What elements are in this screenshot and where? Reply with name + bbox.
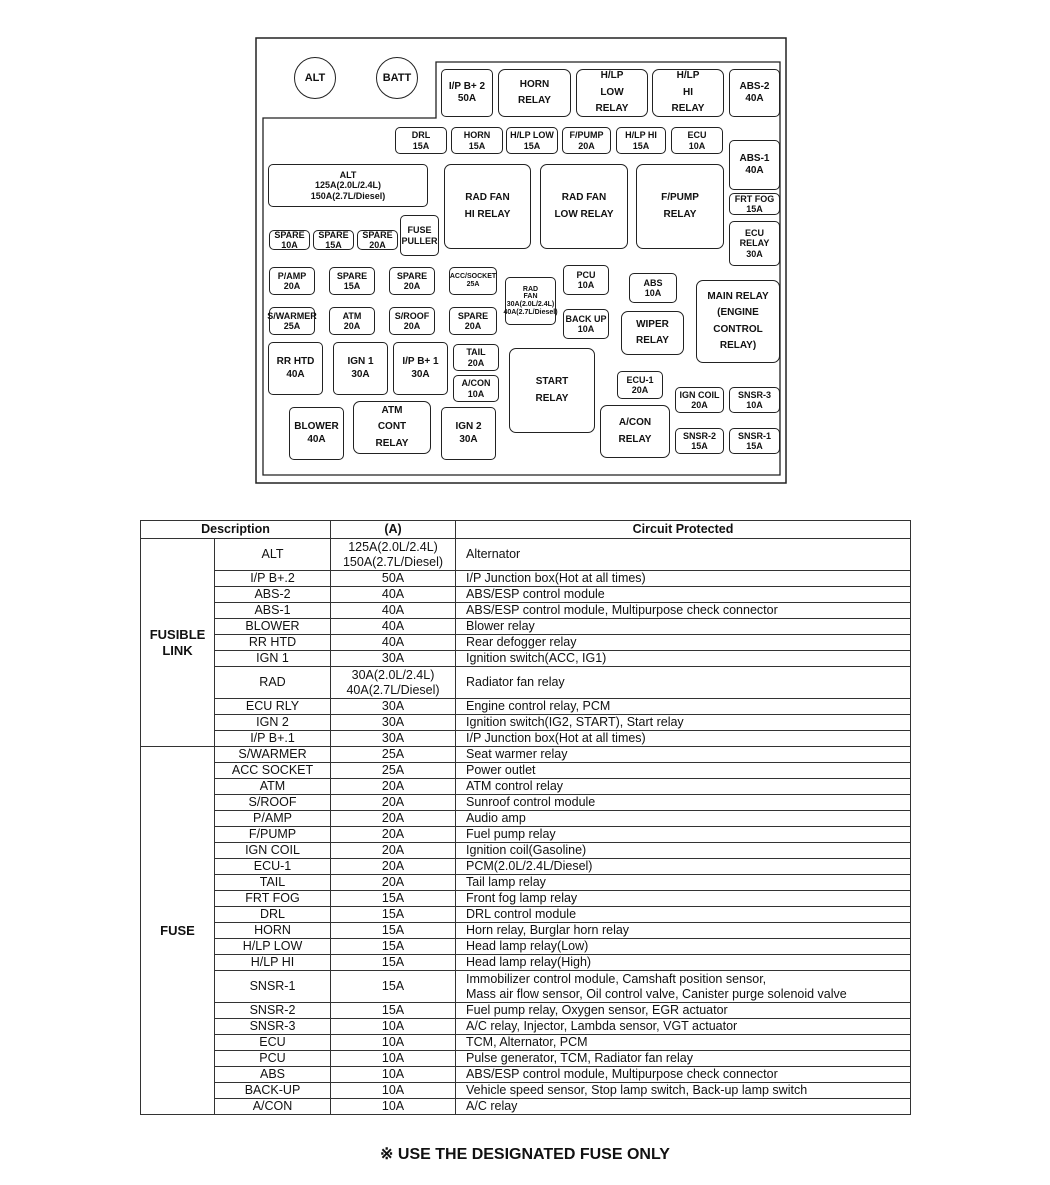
- cell-amperage: 10A: [331, 1083, 456, 1099]
- fuse-slot-sns3: SNSR-3 10A: [729, 387, 780, 413]
- table-row: [141, 571, 911, 587]
- fuse-slot-acon: A/CON 10A: [453, 375, 499, 402]
- cell-circuit: A/C relay: [456, 1099, 911, 1115]
- cell-circuit: A/C relay, Injector, Lambda sensor, VGT actuator: [456, 1019, 911, 1035]
- cell-description: RR HTD: [215, 635, 331, 651]
- fuse-slot-radfan-low-relay: RAD FAN LOW RELAY: [540, 164, 628, 249]
- cell-amperage: 40A: [331, 603, 456, 619]
- fuse-slot-ign-coil: IGN COIL 20A: [675, 387, 724, 413]
- fuse-slot-main-relay: MAIN RELAY (ENGINE CONTROL RELAY): [696, 280, 780, 363]
- group-label: FUSIBLE LINK: [141, 539, 215, 747]
- cell-amperage: 30A: [331, 651, 456, 667]
- cell-amperage: 30A: [331, 699, 456, 715]
- table-row: [141, 747, 911, 763]
- cell-circuit: PCM(2.0L/2.4L/Diesel): [456, 859, 911, 875]
- cell-description: S/WARMER: [215, 747, 331, 763]
- cell-circuit: Sunroof control module: [456, 795, 911, 811]
- cell-amperage: 15A: [331, 939, 456, 955]
- cell-description: F/PUMP: [215, 827, 331, 843]
- fuse-slot-spare15: SPARE 15A: [313, 230, 354, 250]
- table-row: [141, 875, 911, 891]
- cell-circuit: Tail lamp relay: [456, 875, 911, 891]
- fuse-slot-spare10: SPARE 10A: [269, 230, 310, 250]
- fuse-slot-rad-fan: RAD FAN 30A(2.0L/2.4L) 40A(2.7L/Diesel): [505, 277, 556, 325]
- cell-description: FRT FOG: [215, 891, 331, 907]
- cell-circuit: ABS/ESP control module: [456, 587, 911, 603]
- cell-circuit: Head lamp relay(High): [456, 955, 911, 971]
- fuse-slot-ign2: IGN 2 30A: [441, 407, 496, 460]
- fuse-slot-atm-cont-relay: ATM CONT RELAY: [353, 401, 431, 454]
- cell-amperage: 15A: [331, 955, 456, 971]
- cell-circuit: DRL control module: [456, 907, 911, 923]
- cell-circuit: Fuel pump relay: [456, 827, 911, 843]
- cell-circuit: Audio amp: [456, 811, 911, 827]
- table-row: [141, 715, 911, 731]
- group-label: FUSE: [141, 747, 215, 1115]
- cell-amperage: 15A: [331, 1003, 456, 1019]
- cell-amperage: 30A: [331, 731, 456, 747]
- cell-circuit: Alternator: [456, 539, 911, 571]
- cell-circuit: ATM control relay: [456, 779, 911, 795]
- table-row: [141, 779, 911, 795]
- cell-amperage: 40A: [331, 587, 456, 603]
- cell-description: BLOWER: [215, 619, 331, 635]
- cell-amperage: 20A: [331, 827, 456, 843]
- table-row: [141, 539, 911, 571]
- cell-circuit: ABS/ESP control module, Multipurpose check connector: [456, 603, 911, 619]
- fuse-slot-ecu: ECU 10A: [671, 127, 723, 154]
- fuse-slot-ecu1: ECU-1 20A: [617, 371, 663, 399]
- table-row: [141, 795, 911, 811]
- fuse-slot-fuse-puller: FUSE PULLER: [400, 215, 439, 256]
- cell-description: ECU-1: [215, 859, 331, 875]
- cell-amperage: 10A: [331, 1067, 456, 1083]
- table-row: [141, 667, 911, 699]
- fuse-slot-frt-fog: FRT FOG 15A: [729, 193, 780, 215]
- cell-description: ABS: [215, 1067, 331, 1083]
- fuse-slot-atm: ATM 20A: [329, 307, 375, 335]
- table-row: [141, 1019, 911, 1035]
- cell-description: IGN COIL: [215, 843, 331, 859]
- cell-description: IGN 2: [215, 715, 331, 731]
- fuse-slot-sns2: SNSR-2 15A: [675, 428, 724, 454]
- fuse-slot-backup: BACK UP 10A: [563, 309, 609, 339]
- fuse-slot-hlp-hi: H/LP HI 15A: [616, 127, 666, 154]
- cell-description: HORN: [215, 923, 331, 939]
- cell-amperage: 20A: [331, 859, 456, 875]
- cell-amperage: 20A: [331, 843, 456, 859]
- fuse-slot-ip-b2: I/P B+ 2 50A: [441, 69, 493, 117]
- table-row: [141, 619, 911, 635]
- batt-terminal: BATT: [376, 57, 418, 99]
- fuse-slot-blower: BLOWER 40A: [289, 407, 344, 460]
- fuse-slot-alt-link: ALT 125A(2.0L/2.4L) 150A(2.7L/Diesel): [268, 164, 428, 207]
- table-row: [141, 859, 911, 875]
- fuse-slot-hlp-hi-relay: H/LP HI RELAY: [652, 69, 724, 117]
- fuse-slot-spare15b: SPARE 15A: [329, 267, 375, 295]
- cell-amperage: 20A: [331, 811, 456, 827]
- cell-amperage: 30A(2.0L/2.4L) 40A(2.7L/Diesel): [331, 667, 456, 699]
- cell-description: I/P B+.2: [215, 571, 331, 587]
- cell-description: A/CON: [215, 1099, 331, 1115]
- table-row: [141, 891, 911, 907]
- cell-circuit: ABS/ESP control module, Multipurpose check connector: [456, 1067, 911, 1083]
- cell-amperage: 10A: [331, 1019, 456, 1035]
- cell-amperage: 10A: [331, 1099, 456, 1115]
- cell-description: SNSR-3: [215, 1019, 331, 1035]
- cell-description: ABS-2: [215, 587, 331, 603]
- table-row: [141, 731, 911, 747]
- table-row: [141, 939, 911, 955]
- cell-amperage: 25A: [331, 763, 456, 779]
- cell-circuit: Fuel pump relay, Oxygen sensor, EGR actuator: [456, 1003, 911, 1019]
- header-description: Description: [141, 521, 331, 539]
- fuse-table: [140, 520, 911, 1115]
- table-row: [141, 699, 911, 715]
- cell-circuit: Rear defogger relay: [456, 635, 911, 651]
- cell-description: ECU: [215, 1035, 331, 1051]
- cell-circuit: Vehicle speed sensor, Stop lamp switch, Back-up lamp switch: [456, 1083, 911, 1099]
- cell-amperage: 20A: [331, 779, 456, 795]
- cell-description: SNSR-2: [215, 1003, 331, 1019]
- cell-description: SNSR-1: [215, 971, 331, 1003]
- fuse-slot-hlp-low-relay: H/LP LOW RELAY: [576, 69, 648, 117]
- cell-description: I/P B+.1: [215, 731, 331, 747]
- cell-circuit: I/P Junction box(Hot at all times): [456, 571, 911, 587]
- cell-description: S/ROOF: [215, 795, 331, 811]
- fuse-slot-abs1: ABS-1 40A: [729, 140, 780, 190]
- fuse-slot-hlp-low: H/LP LOW 15A: [506, 127, 558, 154]
- table-row: [141, 971, 911, 1003]
- cell-circuit: Horn relay, Burglar horn relay: [456, 923, 911, 939]
- cell-circuit: Power outlet: [456, 763, 911, 779]
- table-row: [141, 907, 911, 923]
- cell-amperage: 50A: [331, 571, 456, 587]
- cell-amperage: 125A(2.0L/2.4L) 150A(2.7L/Diesel): [331, 539, 456, 571]
- cell-description: ECU RLY: [215, 699, 331, 715]
- table-row: [141, 843, 911, 859]
- cell-description: PCU: [215, 1051, 331, 1067]
- table-row: [141, 603, 911, 619]
- cell-circuit: Immobilizer control module, Camshaft position sensor, Mass air flow sensor, Oil control valve, Canister purge solenoid valve: [456, 971, 911, 1003]
- fuse-slot-swarmer: S/WARMER 25A: [269, 307, 315, 335]
- fuse-slot-pcu: PCU 10A: [563, 265, 609, 295]
- cell-description: BACK-UP: [215, 1083, 331, 1099]
- cell-description: ACC SOCKET: [215, 763, 331, 779]
- header-amperage: (A): [331, 521, 456, 539]
- cell-amperage: 10A: [331, 1035, 456, 1051]
- fuse-slot-spare20c: SPARE 20A: [449, 307, 497, 335]
- fuse-slot-pamp: P/AMP 20A: [269, 267, 315, 295]
- cell-description: RAD: [215, 667, 331, 699]
- fuse-slot-sns1: SNSR-1 15A: [729, 428, 780, 454]
- cell-circuit: TCM, Alternator, PCM: [456, 1035, 911, 1051]
- fuse-slot-acc-socket: ACC/SOCKET 25A: [449, 267, 497, 295]
- table-row: [141, 1067, 911, 1083]
- cell-amperage: 15A: [331, 923, 456, 939]
- fuse-slot-horn-relay: HORN RELAY: [498, 69, 571, 117]
- cell-amperage: 20A: [331, 875, 456, 891]
- fuse-slot-abs: ABS 10A: [629, 273, 677, 303]
- header-circuit: Circuit Protected: [456, 521, 911, 539]
- fuse-slot-spare20b: SPARE 20A: [389, 267, 435, 295]
- table-row: [141, 1003, 911, 1019]
- cell-description: ABS-1: [215, 603, 331, 619]
- cell-description: H/LP HI: [215, 955, 331, 971]
- fuse-slot-fpump: F/PUMP 20A: [562, 127, 611, 154]
- cell-amperage: 15A: [331, 891, 456, 907]
- fuse-slot-sroof: S/ROOF 20A: [389, 307, 435, 335]
- cell-amperage: 30A: [331, 715, 456, 731]
- cell-amperage: 40A: [331, 635, 456, 651]
- fuse-slot-rr-htd: RR HTD 40A: [268, 342, 323, 395]
- table-row: [141, 923, 911, 939]
- cell-description: ATM: [215, 779, 331, 795]
- fuse-slot-abs2: ABS-2 40A: [729, 69, 780, 117]
- footer-note: ※ USE THE DESIGNATED FUSE ONLY: [380, 1146, 670, 1163]
- table-row: [141, 587, 911, 603]
- table-row: [141, 651, 911, 667]
- table-row: [141, 635, 911, 651]
- cell-amperage: 20A: [331, 795, 456, 811]
- cell-circuit: Ignition coil(Gasoline): [456, 843, 911, 859]
- table-row: [141, 763, 911, 779]
- cell-description: TAIL: [215, 875, 331, 891]
- cell-circuit: Radiator fan relay: [456, 667, 911, 699]
- fuse-slot-fpump-relay: F/PUMP RELAY: [636, 164, 724, 249]
- cell-circuit: Ignition switch(ACC, IG1): [456, 651, 911, 667]
- cell-amperage: 25A: [331, 747, 456, 763]
- cell-amperage: 15A: [331, 907, 456, 923]
- cell-circuit: Ignition switch(IG2, START), Start relay: [456, 715, 911, 731]
- fuse-slot-start-relay: START RELAY: [509, 348, 595, 433]
- cell-amperage: 15A: [331, 971, 456, 1003]
- cell-description: IGN 1: [215, 651, 331, 667]
- fuse-slot-horn: HORN 15A: [451, 127, 503, 154]
- fuse-slot-ign1: IGN 1 30A: [333, 342, 388, 395]
- cell-circuit: Head lamp relay(Low): [456, 939, 911, 955]
- table-row: [141, 1035, 911, 1051]
- cell-circuit: Front fog lamp relay: [456, 891, 911, 907]
- cell-circuit: Seat warmer relay: [456, 747, 911, 763]
- fuse-slot-spare20: SPARE 20A: [357, 230, 398, 250]
- fuse-slot-wiper-relay: WIPER RELAY: [621, 311, 684, 355]
- fuse-slot-ip-b1: I/P B+ 1 30A: [393, 342, 448, 395]
- table-row: [141, 811, 911, 827]
- table-row: [141, 827, 911, 843]
- cell-circuit: Pulse generator, TCM, Radiator fan relay: [456, 1051, 911, 1067]
- fuse-slot-acon-relay: A/CON RELAY: [600, 405, 670, 458]
- table-row: [141, 1083, 911, 1099]
- fuse-slot-radfan-hi-relay: RAD FAN HI RELAY: [444, 164, 531, 249]
- fuse-slot-ecu-relay: ECU RELAY 30A: [729, 221, 780, 266]
- table-row: [141, 955, 911, 971]
- cell-circuit: I/P Junction box(Hot at all times): [456, 731, 911, 747]
- fuse-slot-tail: TAIL 20A: [453, 344, 499, 371]
- alt-terminal: ALT: [294, 57, 336, 99]
- cell-amperage: 10A: [331, 1051, 456, 1067]
- cell-amperage: 40A: [331, 619, 456, 635]
- table-row: [141, 1099, 911, 1115]
- table-row: [141, 1051, 911, 1067]
- cell-circuit: Blower relay: [456, 619, 911, 635]
- cell-description: ALT: [215, 539, 331, 571]
- cell-circuit: Engine control relay, PCM: [456, 699, 911, 715]
- cell-description: DRL: [215, 907, 331, 923]
- cell-description: P/AMP: [215, 811, 331, 827]
- cell-description: H/LP LOW: [215, 939, 331, 955]
- fuse-slot-drl: DRL 15A: [395, 127, 447, 154]
